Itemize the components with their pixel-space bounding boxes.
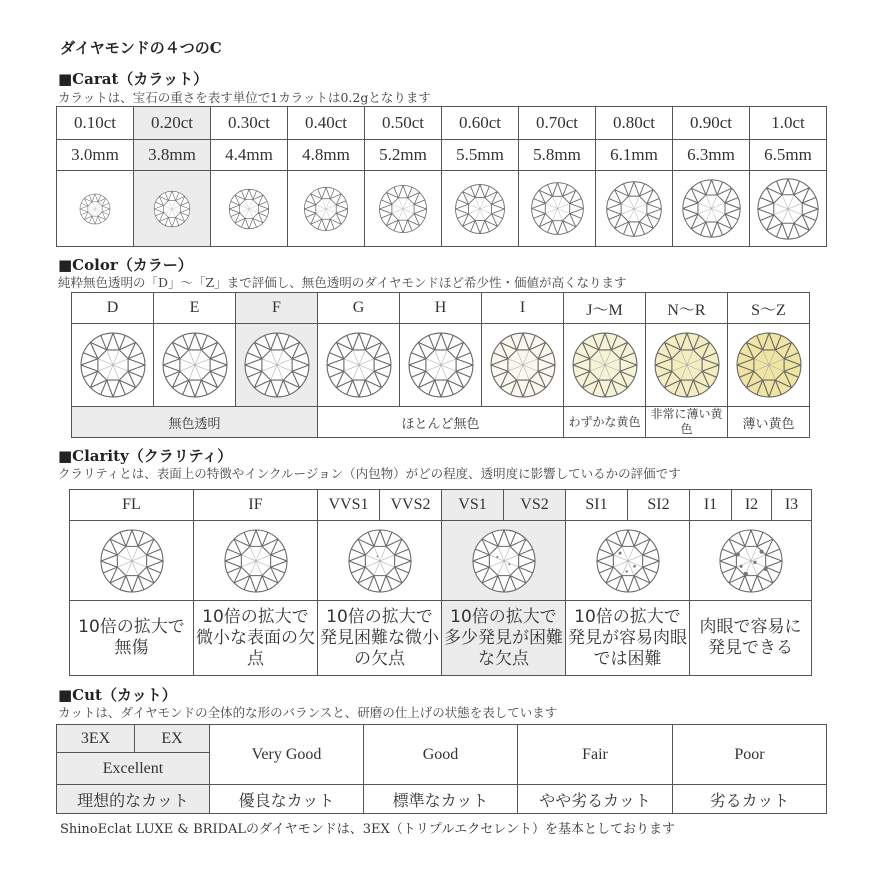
clarity-description: クラリティとは、表面上の特徴やインクルージョン（内包物）がどの程度、透明度に影響しているかの評価です xyxy=(58,466,681,481)
diamond-icon xyxy=(153,190,191,228)
clarity-grade: I3 xyxy=(772,490,812,521)
cut-note: 理想的なカット xyxy=(57,785,210,814)
diamond-icon xyxy=(407,331,475,399)
carat-heading: ■Carat（カラット） xyxy=(58,70,209,88)
carat-weight: 0.40ct xyxy=(288,107,365,140)
diamond-icon xyxy=(681,178,742,239)
diamond-icon xyxy=(347,528,413,594)
cut-grade: Very Good xyxy=(210,725,364,785)
color-grade: E xyxy=(154,293,236,324)
clarity-heading: ■Clarity（クラリティ） xyxy=(58,447,233,465)
clarity-grade: I1 xyxy=(690,490,732,521)
carat-size: 5.8mm xyxy=(519,140,596,171)
cut-grade: EX xyxy=(135,725,210,753)
diamond-icon xyxy=(161,331,229,399)
color-grade: G xyxy=(318,293,400,324)
diamond-icon xyxy=(325,331,393,399)
clarity-note: 10倍の拡大で発見が容易肉眼では困難 xyxy=(566,601,690,676)
carat-table xyxy=(56,106,827,247)
carat-description: カラットは、宝石の重さを表す単位で1カラットは0.2gとなります xyxy=(58,90,431,105)
clarity-table xyxy=(69,489,812,676)
color-table xyxy=(71,292,810,438)
color-description: 純粋無色透明の「D」〜「Z」まで評価し、無色透明のダイヤモンドほど希少性・価値が高くなります xyxy=(58,275,627,290)
carat-weight: 0.20ct xyxy=(134,107,211,140)
cut-grade: Good xyxy=(364,725,518,785)
color-group-label: 非常に薄い黄色 xyxy=(646,407,728,438)
cut-table xyxy=(56,724,827,814)
color-grade: F xyxy=(236,293,318,324)
color-grade: I xyxy=(482,293,564,324)
diamond-icon xyxy=(228,188,270,230)
color-grade: N〜R xyxy=(646,293,728,324)
cut-note: 標準なカット xyxy=(364,785,518,814)
color-group-label: 薄い黄色 xyxy=(728,407,810,438)
footer-note: ShinoEclat LUXE & BRIDALのダイヤモンドは、3EX（トリプルエクセレント）を基本としております xyxy=(60,822,675,837)
diamond-icon xyxy=(653,331,721,399)
diamond-icon xyxy=(303,186,349,232)
cut-grade: Fair xyxy=(518,725,673,785)
diamond-icon xyxy=(595,528,661,594)
diamond-icon xyxy=(605,180,663,238)
carat-weight: 0.60ct xyxy=(442,107,519,140)
cut-note: やや劣るカット xyxy=(518,785,673,814)
carat-weight: 0.50ct xyxy=(365,107,442,140)
diamond-icon xyxy=(243,331,311,399)
carat-weight: 0.10ct xyxy=(57,107,134,140)
clarity-grade: VVS2 xyxy=(380,490,442,521)
clarity-grade: SI1 xyxy=(566,490,628,521)
carat-size: 5.5mm xyxy=(442,140,519,171)
clarity-note: 10倍の拡大で微小な表面の欠点 xyxy=(194,601,318,676)
color-grade: H xyxy=(400,293,482,324)
clarity-grade: VS1 xyxy=(442,490,504,521)
diamond-icon xyxy=(530,181,585,236)
carat-weight: 0.90ct xyxy=(673,107,750,140)
color-group-label: わずかな黄色 xyxy=(564,407,646,438)
diamond-icon xyxy=(489,331,557,399)
cut-grade: 3EX xyxy=(57,725,135,753)
diamond-icon xyxy=(223,528,289,594)
diamond-icon xyxy=(79,193,111,225)
carat-size: 3.0mm xyxy=(57,140,134,171)
carat-size: 6.5mm xyxy=(750,140,827,171)
diamond-icon xyxy=(378,184,428,234)
diamond-icon xyxy=(735,331,803,399)
cut-note: 劣るカット xyxy=(673,785,827,814)
carat-weight: 0.30ct xyxy=(211,107,288,140)
clarity-grade: VVS1 xyxy=(318,490,380,521)
diamond-icon xyxy=(99,528,165,594)
cut-grade: Excellent xyxy=(57,753,210,785)
color-grade: D xyxy=(72,293,154,324)
clarity-note: 肉眼で容易に発見できる xyxy=(690,601,812,676)
cut-description: カットは、ダイヤモンドの全体的な形のバランスと、研磨の仕上げの状態を表しています xyxy=(58,705,558,720)
carat-size: 5.2mm xyxy=(365,140,442,171)
carat-size: 6.1mm xyxy=(596,140,673,171)
cut-grade: Poor xyxy=(673,725,827,785)
clarity-note: 10倍の拡大で無傷 xyxy=(70,601,194,676)
clarity-note: 10倍の拡大で多少発見が困難な欠点 xyxy=(442,601,566,676)
cut-note: 優良なカット xyxy=(210,785,364,814)
color-group-label: ほとんど無色 xyxy=(318,407,564,438)
color-group-label: 無色透明 xyxy=(72,407,318,438)
carat-size: 4.4mm xyxy=(211,140,288,171)
diamond-icon xyxy=(471,528,537,594)
carat-size: 6.3mm xyxy=(673,140,750,171)
carat-weight: 0.70ct xyxy=(519,107,596,140)
diamond-icon xyxy=(718,528,784,594)
cut-heading: ■Cut（カット） xyxy=(58,686,177,704)
page-title: ダイヤモンドの４つのC xyxy=(60,39,222,57)
color-grade: J〜M xyxy=(564,293,646,324)
clarity-grade: SI2 xyxy=(628,490,690,521)
diamond-icon xyxy=(756,177,820,241)
diamond-icon xyxy=(79,331,147,399)
color-grade: S〜Z xyxy=(728,293,810,324)
diamond-icon xyxy=(571,331,639,399)
carat-weight: 0.80ct xyxy=(596,107,673,140)
clarity-grade: IF xyxy=(194,490,318,521)
clarity-grade: VS2 xyxy=(504,490,566,521)
carat-size: 3.8mm xyxy=(134,140,211,171)
diamond-icon xyxy=(454,183,506,235)
clarity-grade: FL xyxy=(70,490,194,521)
carat-weight: 1.0ct xyxy=(750,107,827,140)
carat-size: 4.8mm xyxy=(288,140,365,171)
clarity-grade: I2 xyxy=(732,490,772,521)
color-heading: ■Color（カラー） xyxy=(58,256,193,274)
clarity-note: 10倍の拡大で発見困難な微小の欠点 xyxy=(318,601,442,676)
